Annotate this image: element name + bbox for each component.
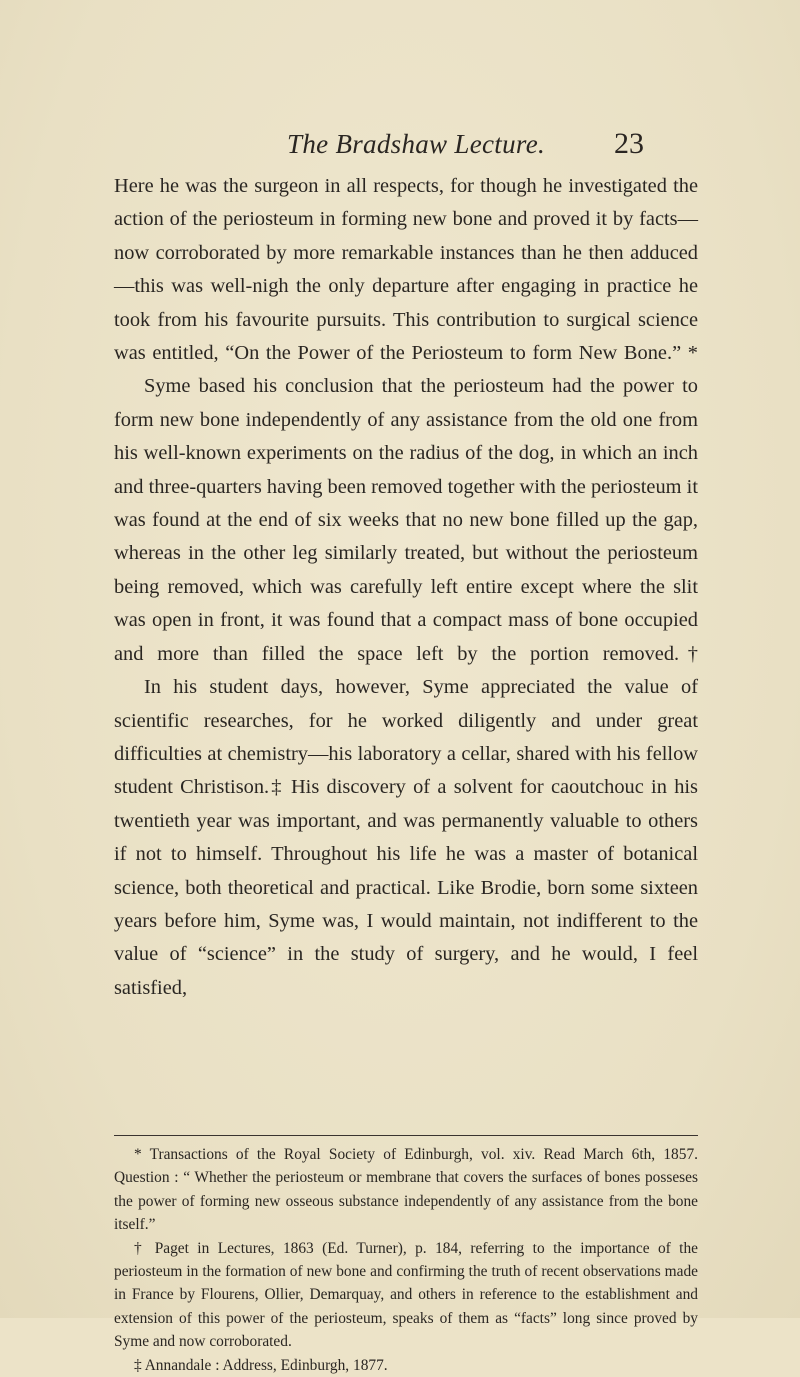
body-text (114, 170, 698, 1005)
footnote-3: ‡ Annandale : Address, Edinburgh, 1877. (134, 1356, 388, 1374)
running-title: The Bradshaw Lecture. (287, 129, 546, 159)
paragraph-1: Here he was the surgeon in all respects, for though he investigated the action of the periosteum in forming new bone and proved it by facts—now corroborated by more remarkable instances than he then adduced—this was well-nigh the only departure after engaging in practice he took from his favourite pursuits. This contribution to surgical science was entitled, “On the Power of the Periosteum to form New Bone.” * (114, 175, 698, 365)
page-number: 23 (614, 127, 644, 160)
footnote-divider (114, 1135, 698, 1136)
paragraph-2: Syme based his conclusion that the periosteum had the power to form new bone independently of any assistance from the old one from his well-known experiments on the radius of the dog, in which an inch and three-quarters having been removed together with the periosteum it was found at the end of six weeks that no new bone filled up the gap, whereas in the other leg similarly treated, but without the periosteum being removed, which was carefully left entire except where the slit was open in front, it was found that a compact mass of bone occupied and more than filled the space left by the portion removed.† (114, 375, 698, 665)
page-header (0, 125, 800, 165)
footnote-1: * Transactions of the Royal Society of Edinburgh, vol. xiv. Read March 6th, 1857. Question : “ Whether the periosteum or membrane that covers the surfaces of bones posseses the power of forming new osseous substance independently of any assistance from the bone itself.” (114, 1146, 698, 1234)
footnotes (114, 1143, 698, 1377)
footnote-2: † Paget in Lectures, 1863 (Ed. Turner), p. 184, referring to the importance of the periosteum in the formation of new bone and confirming the truth of recent observations made in France by Flourens, Ollier, Demarquay, and others in reference to the establishment and extension of this power of the periosteum, speaks of them as “facts” long since proved by Syme and now corroborated. (114, 1239, 698, 1351)
paragraph-3: In his student days, however, Syme appreciated the value of scientific researches, for he worked diligently and under great difficulties at chemistry—his laboratory a cellar, shared with his fellow student Christison.‡ His discovery of a solvent for caoutchouc in his twentieth year was important, and was permanently valuable to others if not to himself. Throughout his life he was a master of botanical science, both theoretical and practical. Like Brodie, born some sixteen years before him, Syme was, I would maintain, not indifferent to the value of “science” in the study of surgery, and he would, I feel satisfied, (114, 676, 698, 999)
